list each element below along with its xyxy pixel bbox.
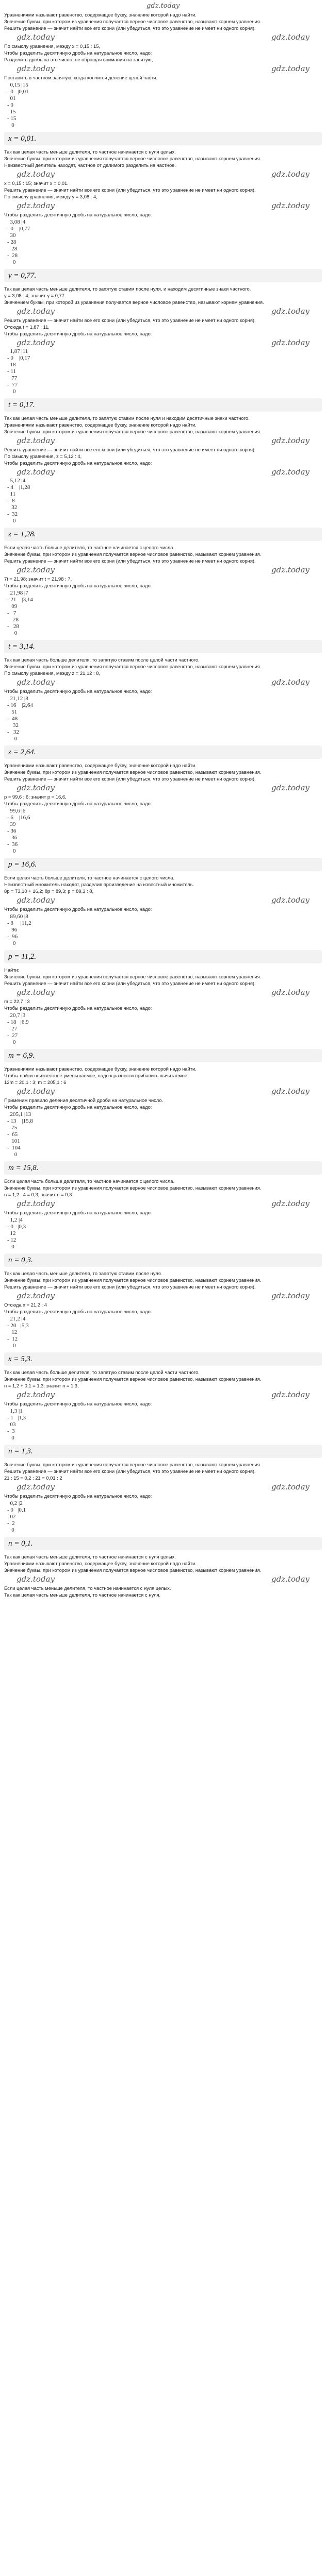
watermark: gdz.today xyxy=(271,1390,309,1399)
paragraph: 7t = 21,98; значит t = 21,98 : 7, xyxy=(4,576,72,582)
paragraph: Значение буквы, при котором из уравнения получается верное числовое равенство, называют корнем уравнения. xyxy=(4,769,262,775)
paragraph: Решить уравнение — значит найти все его корни (или убедиться, что это уравнение не имеет ни одного корня). xyxy=(4,558,256,564)
answer-text: n = 1,3. xyxy=(8,1447,33,1455)
column-division: 3,08 |4 - 0 |0,77 30 - 28 28 - 28 0 xyxy=(7,219,30,265)
answer-box xyxy=(4,1537,322,1550)
solution-section xyxy=(4,1369,322,1458)
watermark: gdz.today xyxy=(271,32,309,42)
paragraph: Так как целая часть больше делителя, то запятую ставим после целой части частного. xyxy=(4,657,200,663)
answer-box xyxy=(4,1445,322,1458)
paragraph: Решить уравнение — значит найти все его корни (или убедиться, что это уравнение не имеет ни одного корня). xyxy=(4,776,256,782)
column-division: 1,87 |11 - 0 |0,17 18 - 11 77 - 77 0 xyxy=(7,348,30,395)
paragraph: Найти: xyxy=(4,967,20,973)
watermark: gdz.today xyxy=(17,677,55,687)
solution-section xyxy=(4,967,322,1062)
paragraph: Уравнениями называют равенство, содержащее букву, значение которой надо найти. xyxy=(4,762,197,768)
column-division: 89,60 |8 - 8 |11,2 96 - 96 0 xyxy=(7,913,31,946)
answer-text: р = 16,6. xyxy=(8,860,37,869)
watermark: gdz.today xyxy=(17,1482,55,1492)
paragraph: Так как целая часть меньше делителя, то запятую ставим после нуля. xyxy=(4,1270,162,1276)
paragraph: Неизвестный делитель находят, частное от делимого разделить на частное. xyxy=(4,162,176,168)
answer-text: x = 0,01. xyxy=(8,134,37,143)
paragraph: Чтобы разделить десятичную дробь на натуральное число, надо: xyxy=(4,50,152,56)
paragraph: Так как целая часть меньше делителя, то частное начинается с нуля целых. xyxy=(4,1554,176,1560)
paragraph: Так как целая часть меньше делителя, то запятую ставим после нуля, и находим десятичные знаки частного. xyxy=(4,286,251,292)
answer-text: x = 5,3. xyxy=(8,1355,32,1363)
column-division: 20,7 |3 - 18 |6,9 27 - 27 0 xyxy=(7,1012,29,1045)
paragraph: р = 99,6 : 6; значит р = 16,6, xyxy=(4,794,67,800)
watermark: gdz.today xyxy=(17,1087,55,1096)
solution-content xyxy=(0,11,326,1598)
watermark: gdz.today xyxy=(271,565,309,574)
watermark: gdz.today xyxy=(271,895,309,905)
watermark-row xyxy=(4,988,322,997)
paragraph: Значение буквы, при котором из уравнения получается верное числовое равенство, называют корнем уравнения. xyxy=(4,1462,262,1467)
paragraph: Чтобы разделить десятичную дробь на натуральное число, надо: xyxy=(4,801,152,806)
paragraph: По смыслу уравнения, между x = 0,15 : 15, xyxy=(4,43,101,49)
paragraph: Решить уравнение — значит найти все его корни (или убедиться, что это уравнение не имеет ни одного корня). xyxy=(4,980,256,986)
paragraph: Отсюда x = 21,2 : 4 xyxy=(4,1302,47,1308)
column-division: 21,12 |8 - 16 |2,64 51 - 48 32 - 32 0 xyxy=(7,696,33,742)
watermark: gdz.today xyxy=(17,436,55,445)
paragraph: Решить уравнение — значит найти все его корни (или убедиться, что это уравнение не имеет ни одного корня). xyxy=(4,1468,256,1474)
solution-section xyxy=(4,656,322,759)
watermark: gdz.today xyxy=(17,467,55,477)
answer-box xyxy=(4,398,322,412)
column-division: 5,12 |4 - 4 |1,28 11 - 8 32 - 32 0 xyxy=(7,478,30,524)
column-division: 205,1 |13 - 13 |15,8 75 - 65 101 - 104 0 xyxy=(7,1111,33,1158)
paragraph: Значение буквы, при котором из уравнения получается верное числовое равенство, называют корнем уравнения. xyxy=(4,974,262,979)
paragraph: Решить уравнение — значит найти все его корни (или убедиться, что это уравнение не имеет ни одного корня). xyxy=(4,317,256,323)
paragraph: Если целая часть меньше делителя, то частное начинается с нуля целых. xyxy=(4,1585,171,1591)
watermark-row xyxy=(4,1574,322,1584)
solution-section xyxy=(4,148,322,282)
solution-section xyxy=(4,1553,322,1598)
watermark: gdz.today xyxy=(17,895,55,905)
paragraph: Чтобы разделить десятичную дробь на натуральное число, надо: xyxy=(4,1005,152,1011)
paragraph: Чтобы разделить десятичную дробь на натуральное число, надо: xyxy=(4,906,152,912)
column-division: 1,2 |4 - 0 |0,3 12 - 12 0 xyxy=(7,1217,26,1250)
watermark: gdz.today xyxy=(17,1291,55,1300)
solution-section xyxy=(4,1461,322,1550)
watermark-row xyxy=(4,170,322,179)
paragraph: Чтобы разделить десятичную дробь на натуральное число, надо: xyxy=(4,583,152,588)
solution-section xyxy=(4,544,322,653)
paragraph: Решить уравнение — значит найти все его корни (или убедиться, что это уравнение не имеет ни одного корня). xyxy=(4,187,256,193)
watermark-row xyxy=(4,1482,322,1492)
paragraph: Если целая часть больше делителя, то частное начинается с целого числа. xyxy=(4,545,175,550)
watermark-row xyxy=(4,895,322,905)
watermark-row xyxy=(4,467,322,477)
paragraph: Разделить дробь на это число, не обращая внимания на запятую; xyxy=(4,57,153,62)
paragraph: Значение буквы, при котором из уравнения получается верное числовое равенство, называют корнем уравнения. xyxy=(4,1567,262,1573)
paragraph: 12m = 20,1 : 3; m = 205,1 : 6 xyxy=(4,1079,67,1085)
paragraph: n = 1,2 : 4 = 0,3; значит n = 0,3 xyxy=(4,1192,72,1197)
watermark-row xyxy=(4,307,322,316)
paragraph: По смыслу уравнения, между y = 3,08 : 4, xyxy=(4,194,97,199)
paragraph: Отсюда t = 1,87 : 11, xyxy=(4,324,50,330)
paragraph: Значение буквы, при котором из уравнения получается верное числовое равенство, называют корнем уравнения. xyxy=(4,664,262,669)
paragraph: Чтобы разделить десятичную дробь на натуральное число, надо: xyxy=(4,1104,152,1110)
answer-text: n = 0,1. xyxy=(8,1539,33,1548)
watermark: gdz.today xyxy=(271,1482,309,1492)
watermark: gdz.today xyxy=(271,467,309,477)
answer-text: р = 11,2. xyxy=(8,953,37,961)
paragraph: Так как целая часть меньше делителя, то частное начинается с нуля. xyxy=(4,1592,161,1598)
answer-text: n = 0,3. xyxy=(8,1256,33,1264)
answer-text: y = 0,77. xyxy=(8,272,37,280)
answer-box xyxy=(4,132,322,145)
paragraph: 8р = 73,10 + 16,2; 8р = 89,3; р = 89,3 : 8, xyxy=(4,888,94,894)
paragraph: Значение буквы, при котором из уравнения получается верное числовое равенство, называют корнем уравнения. xyxy=(4,551,262,557)
watermark: gdz.today xyxy=(271,677,309,687)
paragraph: Значением буквы, при которой из уравнения получается верное числовое равенство, называют корнем уравнения. xyxy=(4,299,264,305)
paragraph: Так как целая часть меньше делителя, то частное начинается с нуля целых. xyxy=(4,149,176,155)
watermark: gdz.today xyxy=(17,783,55,792)
column-division: 0,2 |2 - 0 |0,1 02 - 2 0 xyxy=(7,1500,26,1533)
paragraph: Значение буквы, при котором из уравнения получается верное числовое равенство, называют корнем уравнения. xyxy=(4,1277,262,1283)
watermark: gdz.today xyxy=(271,201,309,210)
answer-text: t = 3,14. xyxy=(8,642,35,651)
answer-box xyxy=(4,1161,322,1175)
paragraph: Применим правило деления десятичной дроби на натуральное число. xyxy=(4,1097,164,1103)
watermark-row xyxy=(4,436,322,445)
watermark-row xyxy=(4,783,322,792)
answer-box xyxy=(4,528,322,541)
watermark: gdz.today xyxy=(17,64,55,73)
paragraph: Чтобы разделить десятичную дробь на натуральное число, надо: xyxy=(4,1210,152,1215)
paragraph: Чтобы найти неизвестное уменьшаемое, надо к разности прибавить вычитаемое. xyxy=(4,1073,189,1078)
watermark: gdz.today xyxy=(17,338,55,347)
solution-section xyxy=(4,1178,322,1267)
site-logo[interactable]: gdz.today xyxy=(146,2,180,10)
paragraph: Решить уравнение — значит найти все его корни (или убедиться, что это уравнение не имеет ни одного корня). xyxy=(4,25,256,31)
answer-box xyxy=(4,1253,322,1267)
solution-section xyxy=(4,762,322,871)
paragraph: Уравнениями называют равенство, содержащее букву, значение которой надо найти. xyxy=(4,1066,197,1072)
watermark: gdz.today xyxy=(271,783,309,792)
paragraph: n = 1,2 + 0,1 = 1,3; значит n = 1,3, xyxy=(4,1383,79,1388)
watermark: gdz.today xyxy=(17,201,55,210)
column-division: 21,2 |4 - 20 |5,3 12 - 12 0 xyxy=(7,1316,29,1349)
paragraph: 21 : 15 = 0,2 : 21 = 0,01 : 2 xyxy=(4,1475,62,1481)
column-division: 99,6 |6 - 6 |16,6 39 - 36 36 - 36 0 xyxy=(7,808,30,854)
watermark-row xyxy=(4,32,322,42)
watermark-row xyxy=(4,201,322,210)
paragraph: Решить уравнение — значит найти все его корни (или убедиться, что это уравнение не имеет ни одного корня). xyxy=(4,1284,256,1290)
paragraph: Если целая часть больше делителя, то частное начинается с целого числа. xyxy=(4,1178,175,1184)
watermark: gdz.today xyxy=(17,988,55,997)
paragraph: Чтобы разделить десятичную дробь на натуральное число, надо: xyxy=(4,331,152,336)
paragraph: Значение буквы, при котором из уравнения получается верное числовое равенство, называют корнем уравнения. xyxy=(4,1376,262,1382)
answer-box xyxy=(4,640,322,653)
answer-text: m = 15,8. xyxy=(8,1164,39,1172)
watermark-row xyxy=(4,64,322,73)
solution-section xyxy=(4,11,322,145)
watermark-row xyxy=(4,1199,322,1208)
watermark: gdz.today xyxy=(271,1291,309,1300)
paragraph: Решить уравнение — значит найти все его корни (или убедиться, что это уравнение не имеет ни одного корня). xyxy=(4,447,256,452)
watermark: gdz.today xyxy=(17,170,55,179)
paragraph: Так как целая часть больше делителя, то запятую ставим после целой части частного. xyxy=(4,1369,200,1375)
watermark-row xyxy=(4,565,322,574)
solution-section xyxy=(4,874,322,963)
watermark: gdz.today xyxy=(17,1574,55,1584)
paragraph: Уравнениями называют равенство, содержащее букву, значение которой надо найти. xyxy=(4,422,197,428)
watermark: gdz.today xyxy=(271,307,309,316)
answer-box xyxy=(4,269,322,282)
watermark: gdz.today xyxy=(271,988,309,997)
column-division: 1,3 |1 - 1 |1,3 03 - 3 0 xyxy=(7,1408,26,1441)
answer-box xyxy=(4,1049,322,1062)
paragraph: Чтобы разделить десятичную дробь на натуральное число, надо: xyxy=(4,212,152,217)
paragraph: Значение буквы, при котором из уравнения получается верное числовое равенство, называют корнем уравнения. xyxy=(4,1185,262,1191)
watermark: gdz.today xyxy=(17,1199,55,1208)
paragraph: Чтобы разделить десятичную дробь на натуральное число, надо: xyxy=(4,688,152,694)
paragraph: Чтобы разделить десятичную дробь на натуральное число, надо: xyxy=(4,1401,152,1406)
paragraph: Если целая часть больше делителя, то частное начинается с целого числа. xyxy=(4,875,175,880)
paragraph: Поставить в частном запятую, когда кончится деление целой части. xyxy=(4,75,158,80)
paragraph: По смыслу уравнения, z = 5,12 : 4, xyxy=(4,453,82,459)
watermark: gdz.today xyxy=(271,170,309,179)
watermark: gdz.today xyxy=(271,436,309,445)
paragraph: Чтобы разделить десятичную дробь на натуральное число, надо: xyxy=(4,460,152,466)
solution-section xyxy=(4,285,322,412)
watermark: gdz.today xyxy=(17,307,55,316)
answer-text: m = 6,9. xyxy=(8,1052,35,1060)
watermark: gdz.today xyxy=(17,32,55,42)
watermark: gdz.today xyxy=(271,1574,309,1584)
answer-text: t = 0,17. xyxy=(8,401,35,409)
site-header xyxy=(0,0,326,11)
paragraph: m = 22,7 : 3 xyxy=(4,998,30,1004)
watermark: gdz.today xyxy=(17,1390,55,1399)
watermark: gdz.today xyxy=(271,1199,309,1208)
paragraph: y = 3,08 : 4; значит y = 0,77. xyxy=(4,293,66,298)
column-division: 21,98 |7 - 21 |3,14 09 - 7 28 - 28 0 xyxy=(7,590,33,636)
watermark: gdz.today xyxy=(271,338,309,347)
paragraph: x = 0,15 : 15; значит x = 0,01. xyxy=(4,180,69,186)
answer-box xyxy=(4,1352,322,1366)
watermark: gdz.today xyxy=(271,1087,309,1096)
paragraph: Значение буквы, при котором из уравнения получается верное числовое равенство, называют корнем уравнения. xyxy=(4,156,262,161)
watermark-row xyxy=(4,1291,322,1300)
paragraph: Чтобы разделить десятичную дробь на натуральное число, надо: xyxy=(4,1309,152,1314)
paragraph: Уравнениями называют равенство, содержащее букву, значение которой надо найти. xyxy=(4,12,197,18)
answer-box xyxy=(4,745,322,759)
paragraph: По смыслу уравнения, между z = 21,12 : 8, xyxy=(4,670,101,676)
paragraph: Значение буквы, при котором из уравнения получается верное числовое равенство, называют корнем уравнения. xyxy=(4,429,262,434)
solution-section xyxy=(4,1270,322,1366)
paragraph: Так как целая часть меньше делителя, то запятую ставим после нуля и находим десятичные знаки частного. xyxy=(4,415,250,421)
paragraph: Неизвестный множитель находят, разделив произведение на известный множитель. xyxy=(4,882,194,887)
answer-text: z = 2,64. xyxy=(8,748,36,756)
watermark: gdz.today xyxy=(17,565,55,574)
paragraph: Чтобы разделить десятичную дробь на натуральное число, надо: xyxy=(4,1493,152,1499)
solution-section xyxy=(4,1065,322,1175)
solution-section xyxy=(4,415,322,541)
answer-box xyxy=(4,858,322,871)
watermark-row xyxy=(4,677,322,687)
watermark-row xyxy=(4,338,322,347)
paragraph: Значение буквы, при котором из уравнения получается верное числовое равенство, называют корнем уравнения. xyxy=(4,19,262,24)
watermark: gdz.today xyxy=(271,64,309,73)
answer-text: z = 1,28. xyxy=(8,530,36,538)
column-division: 0,15 |15 - 0 |0,01 01 - 0 15 - 15 0 xyxy=(7,82,29,128)
watermark-row xyxy=(4,1087,322,1096)
watermark-row xyxy=(4,1390,322,1399)
answer-box xyxy=(4,950,322,963)
paragraph: Уравнениями называют равенство, содержащее букву, значение которой надо найти. xyxy=(4,1561,197,1566)
